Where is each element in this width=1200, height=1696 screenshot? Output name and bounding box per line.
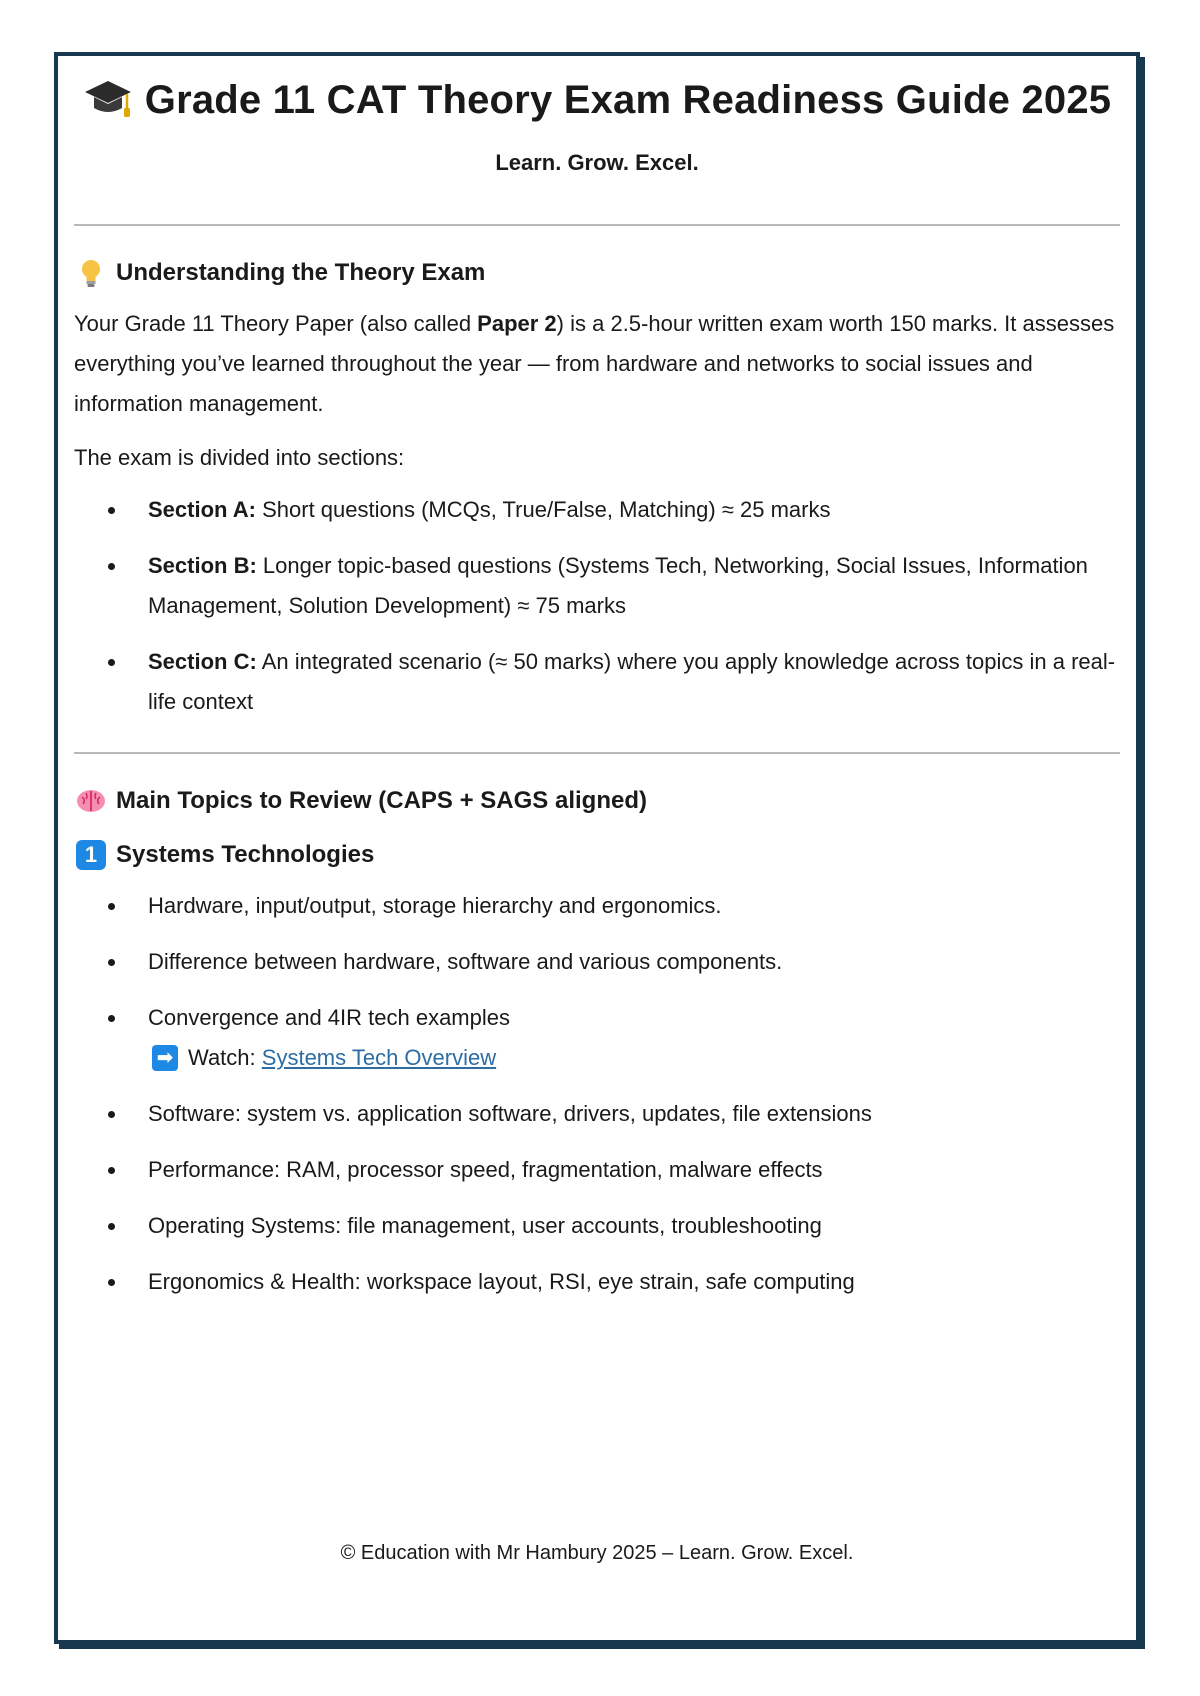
section-text: Longer topic-based questions (Systems Tech, Networking, Social Issues, Information Management, Solution Development) ≈ 75 marks: [148, 553, 1088, 618]
topic-text: Hardware, input/output, storage hierarchy and ergonomics.: [148, 893, 722, 918]
divider: [74, 224, 1120, 226]
page-frame: [54, 52, 1140, 1644]
watch-label: Watch:: [188, 1045, 256, 1070]
subheading-systems: [74, 838, 1120, 872]
divider: [74, 752, 1120, 754]
watch-row: [148, 1038, 1120, 1078]
list-item: [74, 1262, 1120, 1302]
list-item: [74, 886, 1120, 926]
topic-text: Operating Systems: file management, user accounts, troubleshooting: [148, 1213, 822, 1238]
list-item: [74, 942, 1120, 982]
document-content: [74, 56, 1120, 1318]
systems-tech-overview-link[interactable]: Systems Tech Overview: [261, 1045, 497, 1070]
title-row: [74, 68, 1120, 132]
section-label: Section B:: [148, 553, 257, 578]
topic-text: Software: system vs. application software, drivers, updates, file extensions: [148, 1101, 872, 1126]
intro-text-2: ) is a 2.5-hour written exam worth 150 marks. It assesses everything you’ve learned throughout the year — from hardware and networks to social issues and information management.: [74, 311, 1115, 416]
page-title: Grade 11 CAT Theory Exam Readiness Guide 2025: [144, 77, 1112, 122]
section-heading-exam: [74, 256, 1120, 290]
topic-text: Convergence and 4IR tech examples: [148, 1005, 510, 1030]
topic-text: Performance: RAM, processor speed, fragmentation, malware effects: [148, 1157, 823, 1182]
topic-text: Ergonomics & Health: workspace layout, RSI, eye strain, safe computing: [148, 1269, 855, 1294]
list-item: [74, 546, 1120, 626]
topics-list: [74, 886, 1120, 1302]
list-item: [74, 490, 1120, 530]
section-label: Section A:: [148, 497, 256, 522]
keycap-one-icon: 1: [76, 840, 106, 870]
topic-text: Difference between hardware, software and various components.: [148, 949, 783, 974]
footer: © Education with Mr Hambury 2025 – Learn. Grow. Excel.: [340, 1542, 854, 1564]
section-text: Short questions (MCQs, True/False, Matching) ≈ 25 marks: [255, 497, 831, 522]
brain-icon: [74, 784, 108, 818]
list-item: [74, 1150, 1120, 1190]
list-item: [74, 642, 1120, 722]
subheading-text: Systems Technologies: [116, 841, 375, 868]
list-item: [74, 998, 1120, 1078]
graduation-cap-icon: [83, 77, 133, 123]
section-heading-text: Main Topics to Review (CAPS + SAGS aligned): [116, 787, 647, 814]
intro-bold: Paper 2: [477, 311, 557, 336]
intro-paragraph: [74, 304, 1120, 424]
section-text: An integrated scenario (≈ 50 marks) where you apply knowledge across topics in a real-life context: [148, 649, 1116, 714]
divided-paragraph: The exam is divided into sections:: [74, 445, 405, 470]
section-label: Section C:: [148, 649, 257, 674]
intro-text-1: Your Grade 11 Theory Paper (also called: [74, 311, 478, 336]
right-arrow-icon: ➡: [152, 1045, 178, 1071]
section-heading-topics: [74, 784, 1120, 818]
section-heading-text: Understanding the Theory Exam: [116, 259, 486, 286]
sections-list: [74, 490, 1120, 722]
lightbulb-icon: [74, 256, 108, 290]
list-item: [74, 1206, 1120, 1246]
subtitle: Learn. Grow. Excel.: [495, 150, 699, 175]
list-item: [74, 1094, 1120, 1134]
